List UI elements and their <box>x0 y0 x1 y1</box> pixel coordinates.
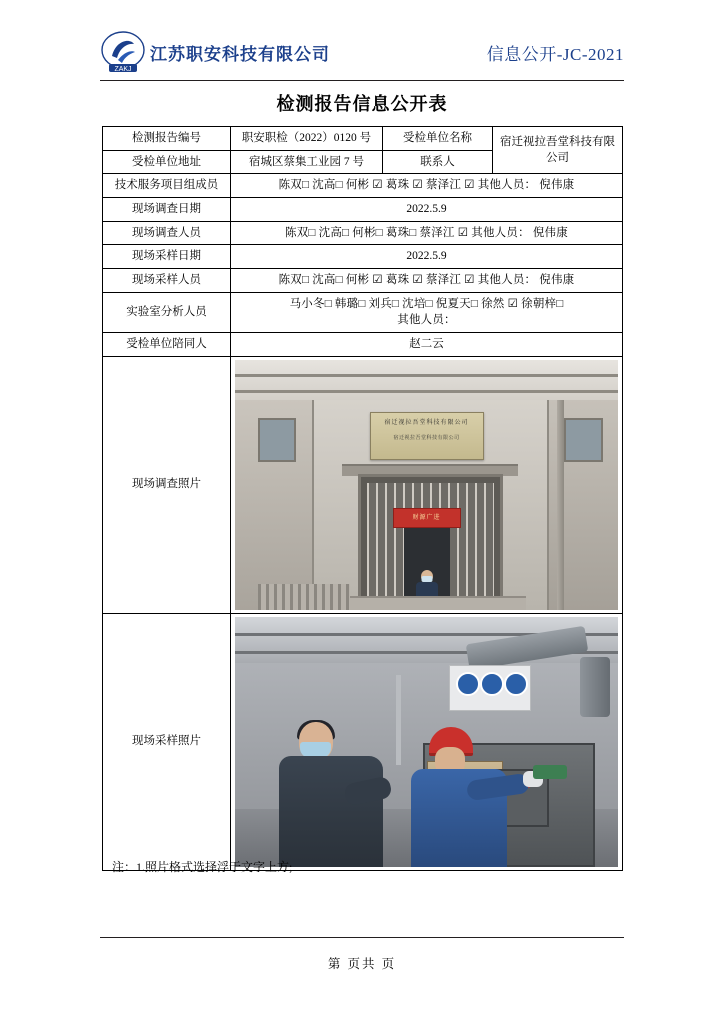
team-value: 陈双□ 沈高□ 何彬 ☑ 葛珠 ☑ 蔡泽江 ☑ 其他人员： 倪伟康 <box>231 174 623 198</box>
building-sign-line-1: 宿迁视拉吾堂科技有限公司 <box>384 419 469 426</box>
red-banner-text: 财源广进 <box>412 514 441 521</box>
sampling-date-label: 现场采样日期 <box>103 245 231 269</box>
survey-photo-label: 现场调查照片 <box>103 356 231 613</box>
survey-photo-image <box>235 360 618 610</box>
table-row-survey-photo <box>103 356 623 613</box>
building-sign-line-2: 宿迁视拉吾堂科技有限公司 <box>393 435 460 441</box>
building-sign <box>370 412 484 460</box>
table-row-sampling-photo <box>103 613 623 870</box>
company-name: 江苏职安科技有限公司 <box>150 44 330 64</box>
lab-staff-line-2: 其他人员： <box>397 314 456 327</box>
sampling-date-value: 2022.5.9 <box>231 245 623 269</box>
address-value: 宿城区蔡集工业园 7 号 <box>231 150 383 174</box>
table-row <box>103 198 623 222</box>
header-divider <box>100 80 624 81</box>
table-row <box>103 269 623 293</box>
sampling-photo-cell <box>231 613 623 870</box>
footer-divider <box>100 937 624 938</box>
report-no-value: 职安职检（2022）0120 号 <box>231 127 383 151</box>
lab-staff-line-1: 马小冬□ 韩璐□ 刘兵□ 沈培□ 倪夏天□ 徐然 ☑ 徐朝梓□ <box>289 297 564 310</box>
sampling-staff-value: 陈双□ 沈高□ 何彬 ☑ 葛珠 ☑ 蔡泽江 ☑ 其他人员： 倪伟康 <box>231 269 623 293</box>
lab-staff-label: 实验室分析人员 <box>103 292 231 332</box>
team-label: 技术服务项目组成员 <box>103 174 231 198</box>
sampling-photo-label: 现场采样照片 <box>103 613 231 870</box>
table-row <box>103 245 623 269</box>
address-label: 受检单位地址 <box>103 150 231 174</box>
survey-photo-cell <box>231 356 623 613</box>
company-logo <box>100 30 330 74</box>
info-table <box>102 126 623 871</box>
logo-icon <box>100 30 146 74</box>
table-row <box>103 292 623 332</box>
red-banner <box>393 508 461 528</box>
accompany-value: 赵二云 <box>231 333 623 357</box>
table-row <box>103 221 623 245</box>
table-row <box>103 127 623 151</box>
sampling-photo-image <box>235 617 618 867</box>
client-value: 宿迁视拉吾堂科技有限公司 <box>493 127 623 174</box>
page-footer: 第 页共 页 <box>327 957 397 971</box>
page-title: 检测报告信息公开表 <box>276 94 448 114</box>
survey-date-value: 2022.5.9 <box>231 198 623 222</box>
lab-staff-value <box>231 292 623 332</box>
accompany-label: 受检单位陪同人 <box>103 333 231 357</box>
client-label: 受检单位名称 <box>383 127 493 151</box>
sampling-staff-label: 现场采样人员 <box>103 269 231 293</box>
contact-label: 联系人 <box>383 150 493 174</box>
document-code: 信息公开-JC-2021 <box>486 45 624 64</box>
footnote: 注：1.照片格式选择浮于文字上方; <box>112 860 293 874</box>
table-row <box>103 333 623 357</box>
page-header <box>100 30 624 80</box>
table-row <box>103 174 623 198</box>
survey-date-label: 现场调查日期 <box>103 198 231 222</box>
svg-text:ZAKJ: ZAKJ <box>114 66 132 73</box>
survey-staff-label: 现场调查人员 <box>103 221 231 245</box>
report-no-label: 检测报告编号 <box>103 127 231 151</box>
survey-staff-value: 陈双□ 沈高□ 何彬□ 葛珠□ 蔡泽江 ☑ 其他人员： 倪伟康 <box>231 221 623 245</box>
